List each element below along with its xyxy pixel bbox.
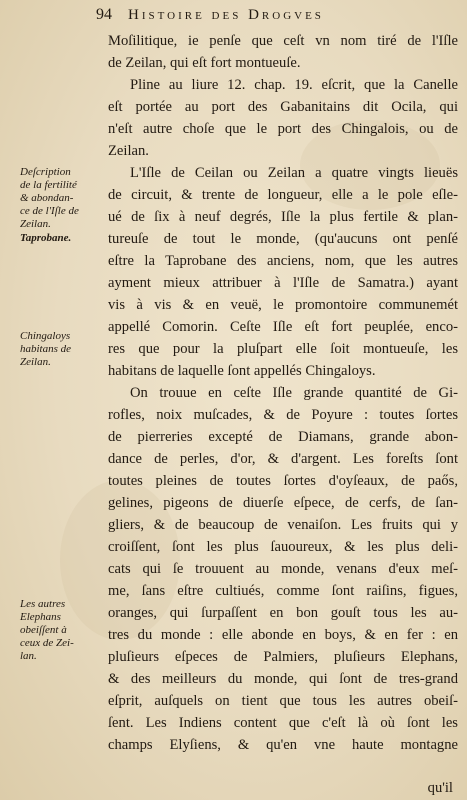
margin-note-line: de la fertilité [20, 179, 77, 191]
margin-note-line: obeiſſent à [20, 624, 67, 636]
margin-note-line: Les autres [20, 598, 66, 610]
text-line: eſtre la Taprobane des anciens, nom, que les autres [108, 253, 458, 269]
text-line: Zeilan. [108, 143, 149, 159]
text-line: ſent. Les Indiens content que c'eſt là où ſont les [108, 715, 458, 731]
text-line: rofles, noix muſcades, & de Poyure : toutes ſortes [108, 407, 458, 423]
text-line: de circuit, & trente de longueur, elle a le pole eſle- [108, 187, 458, 203]
text-line: de Zeilan, qui eſt fort montueuſe. [108, 55, 301, 71]
margin-note [20, 166, 106, 231]
margin-note [20, 330, 106, 369]
text-line: cats qui ſe trouuent au monde, venans d'eux meſ- [108, 561, 458, 577]
text-line: On trouue en ceſte Iſle grande quantité de Gi- [130, 385, 458, 401]
margin-note-line: Chingaloys [20, 330, 71, 342]
catchword: qu'il [427, 780, 453, 796]
margin-note-line: Taprobane. [20, 232, 72, 244]
text-line: Pline au liure 12. chap. 19. eſcrit, que la Canelle [130, 77, 458, 93]
text-line: eſt portée au port des Gabanitains dit Ocila, qui [108, 99, 458, 115]
margin-note-line: Zeilan. [20, 218, 51, 230]
margin-note-line: Deſcription [20, 166, 71, 178]
text-line: vis à vis & en veuë, le promontoire communemét [108, 297, 458, 313]
text-line: champs Elyſiens, & qu'en vne haute montagne [108, 737, 458, 753]
text-line: dance de perles, d'or, & d'argent. Les foreſts ſont [108, 451, 458, 467]
margin-note [20, 232, 106, 245]
running-title: Histoire des Drogves [128, 7, 324, 23]
text-line: ué de ſix à neuf degrés, Iſle la plus fertile & plan- [108, 209, 458, 225]
text-line: me, ſans eſtre cultiués, comme ſont raiſins, figues, [108, 583, 458, 599]
body-text [108, 30, 458, 756]
text-line: res que pour la pluſpart elle ſoit montueuſe, les [108, 341, 458, 357]
text-line: de pierreries excepté de Diamans, grande abon- [108, 429, 458, 445]
margin-note-line: lan. [20, 650, 37, 662]
text-line: appellé Comorin. Ceſte Iſle eſt fort peuplée, enco- [108, 319, 458, 335]
page-header [96, 6, 324, 24]
margin-note-line: Elephans [20, 611, 61, 623]
text-line: gelines, pigeons de diuerſe eſpece, de cerfs, de ſan- [108, 495, 458, 511]
page-number: 94 [96, 6, 112, 23]
margin-note-line: ce de l'Iſle de [20, 205, 79, 217]
text-line: n'eſt autre choſe que le port des Chingalois, ou de [108, 121, 458, 137]
margin-note-line: Zeilan. [20, 356, 51, 368]
text-line: gliers, & de beaucoup de venaiſon. Les fruits qui y [108, 517, 458, 533]
text-line: toutes pleines de toutes ſortes d'oyſeaux, de paős, [108, 473, 458, 489]
text-line: Moſilitique, ie penſe que ceſt vn nom tiré de l'Iſle [108, 33, 458, 49]
text-line: pluſieurs eſpeces de Palmiers, pluſieurs Elephans, [108, 649, 458, 665]
text-line: L'Iſle de Ceilan ou Zeilan a quatre vingts lieuës [130, 165, 458, 181]
text-line: croiſſent, ſont les plus ſauoureux, & les plus deli- [108, 539, 458, 555]
text-line: tureuſe de tout le monde, (qu'aucuns ont penſé [108, 231, 458, 247]
text-line: tres du monde : elle abonde en boys, & en fer : en [108, 627, 458, 643]
text-line: oranges, qui ſurpaſſent en bon gouſt tous les au- [108, 605, 458, 621]
margin-note-line: & abondan- [20, 192, 74, 204]
text-line: & des meilleurs du monde, qui ſont de tres-grand [108, 671, 458, 687]
margin-note [20, 598, 106, 663]
margin-note-line: ceux de Zei- [20, 637, 74, 649]
text-line: eſprit, auſquels on tient que tous les autres obeiſ- [108, 693, 458, 709]
text-line: ayment mieux attribuer à l'Iſle de Samatra.) ayant [108, 275, 458, 291]
text-line: habitans de laquelle ſont appellés Chingaloys. [108, 363, 376, 379]
margin-note-line: habitans de [20, 343, 72, 355]
